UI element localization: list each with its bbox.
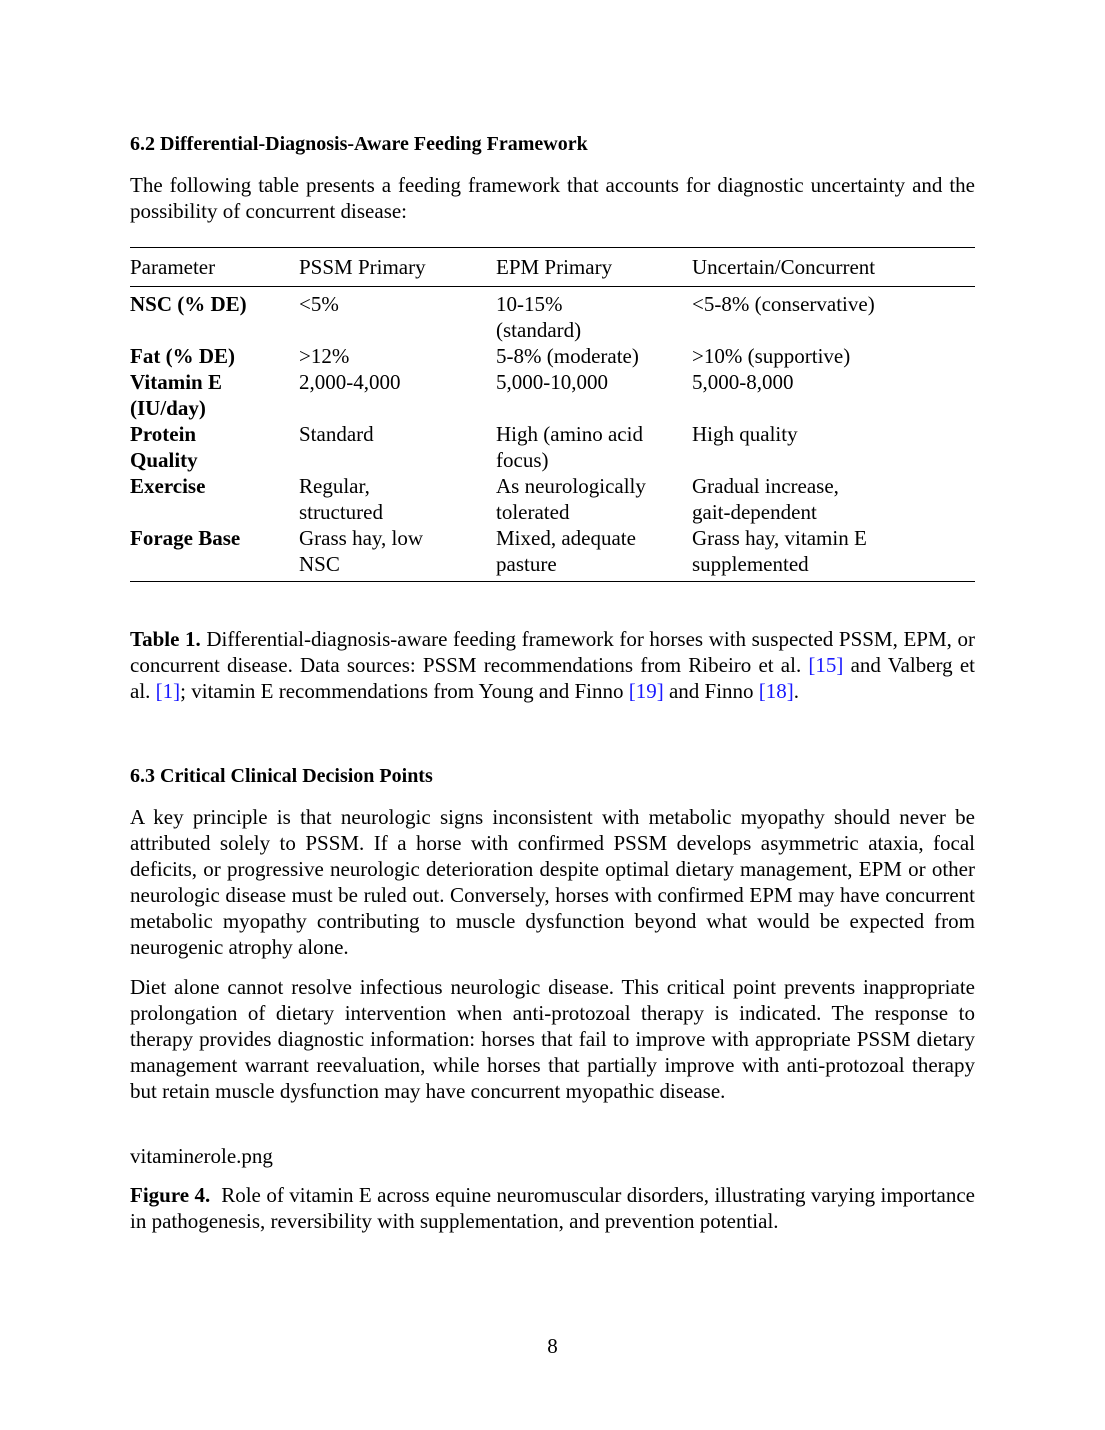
table-caption-label: Table 1. bbox=[130, 627, 201, 651]
table-caption bbox=[130, 626, 975, 704]
body-paragraph-1: A key principle is that neurologic signs inconsistent with metabolic myopathy should never be attributed solely to PSSM. If a horse with confirmed PSSM develops asymmetric ataxia, focal deficits, or progressive neurologic deterioration despite optimal dietary management, EPM or other neurologic disease must be ruled out. Conversely, horses with confirmed EPM may have concurrent metabolic myopathy contributing to muscle dysfunction beyond what would be expected from neurogenic atrophy alone. bbox=[130, 805, 975, 959]
table-cell: 5,000-8,000 bbox=[692, 370, 794, 394]
table-row bbox=[130, 291, 975, 343]
citation-link-19[interactable]: [19] bbox=[628, 679, 664, 703]
table-row bbox=[130, 525, 975, 577]
table-cell: As neurologically tolerated bbox=[496, 474, 646, 524]
table-header-row bbox=[130, 248, 975, 286]
citation-link-18[interactable]: [18] bbox=[758, 679, 794, 703]
caption-text: . bbox=[793, 679, 800, 703]
column-header: EPM Primary bbox=[496, 255, 613, 279]
table-cell: Grass hay, vitamin E supplemented bbox=[692, 526, 867, 576]
table-cell: High (amino acid focus) bbox=[496, 422, 643, 472]
figure-caption bbox=[130, 1182, 981, 1234]
table-cell: 5-8% (moderate) bbox=[496, 344, 639, 368]
section-heading-6-2: 6.2 Differential-Diagnosis-Aware Feeding Framework bbox=[130, 133, 588, 155]
caption-text: and Finno bbox=[663, 679, 759, 703]
filename-part: e bbox=[194, 1144, 204, 1168]
page-number: 8 bbox=[547, 1334, 558, 1358]
table-row bbox=[130, 369, 975, 421]
caption-text: and Valberg et al. bbox=[130, 653, 976, 703]
filename-part: role.png bbox=[203, 1144, 273, 1168]
figure-caption-label: Figure 4. bbox=[130, 1183, 211, 1207]
figure-caption-text: Role of vitamin E across equine neuromuscular disorders, illustrating varying importance in pathogenesis, reversibility with supplementation, and prevention potential. bbox=[130, 1183, 981, 1233]
table-cell: Grass hay, low NSC bbox=[299, 526, 424, 576]
row-header: Fat (% DE) bbox=[130, 344, 235, 368]
body-paragraph-2: Diet alone cannot resolve infectious neurologic disease. This critical point prevents inappropriate prolongation of dietary intervention when anti-protozoal therapy is indicated. The response to therapy provides diagnostic information: horses that fail to improve with appropriate PSSM dietary management warrant reevaluation, while horses that partially improve with anti-protozoal therapy but retain muscle dysfunction may have concurrent myopathic disease. bbox=[130, 975, 975, 1103]
table-cell: Standard bbox=[299, 422, 374, 446]
row-header: Vitamin E (IU/day) bbox=[130, 370, 222, 420]
table-body bbox=[130, 287, 975, 579]
table-cell: 2,000-4,000 bbox=[299, 370, 401, 394]
table-cell: Gradual increase, gait-dependent bbox=[692, 474, 839, 524]
column-header: PSSM Primary bbox=[299, 255, 426, 279]
figure-placeholder-filename bbox=[130, 1143, 975, 1169]
table-cell: Mixed, adequate pasture bbox=[496, 526, 636, 576]
table-intro-paragraph: The following table presents a feeding framework that accounts for diagnostic uncertainty and the possibility of concurrent disease: bbox=[130, 173, 975, 223]
table-cell: 5,000-10,000 bbox=[496, 370, 608, 394]
table-cell: <5% bbox=[299, 292, 339, 316]
section-heading-6-3: 6.3 Critical Clinical Decision Points bbox=[130, 765, 433, 787]
table-cell: >10% (supportive) bbox=[692, 344, 851, 368]
row-header: NSC (% DE) bbox=[130, 292, 247, 316]
caption-text: ; vitamin E recommendations from Young and Finno bbox=[180, 679, 629, 703]
table-cell: >12% bbox=[299, 344, 350, 368]
table-row bbox=[130, 473, 975, 525]
feeding-framework-table bbox=[130, 247, 975, 582]
row-header: Protein Quality bbox=[130, 422, 198, 472]
table-cell: Regular, structured bbox=[299, 474, 383, 524]
column-header: Parameter bbox=[130, 255, 216, 279]
table-row bbox=[130, 421, 975, 473]
column-header: Uncertain/Concurrent bbox=[692, 255, 876, 279]
row-header: Exercise bbox=[130, 474, 206, 498]
filename-part: vitamin bbox=[130, 1144, 195, 1168]
table-bottom-rule bbox=[130, 581, 975, 582]
table-cell: <5-8% (conservative) bbox=[692, 292, 875, 316]
table-row bbox=[130, 343, 975, 369]
caption-text: Differential-diagnosis-aware feeding framework for horses with suspected PSSM, EPM, or concurrent disease. Data sources: PSSM recommendations from Ribeiro et al. bbox=[130, 627, 975, 677]
citation-link-1[interactable]: [1] bbox=[155, 679, 181, 703]
citation-link-15[interactable]: [15] bbox=[808, 653, 844, 677]
row-header: Forage Base bbox=[130, 526, 241, 550]
table-cell: 10-15% (standard) bbox=[496, 292, 582, 342]
table-cell: High quality bbox=[692, 422, 798, 446]
